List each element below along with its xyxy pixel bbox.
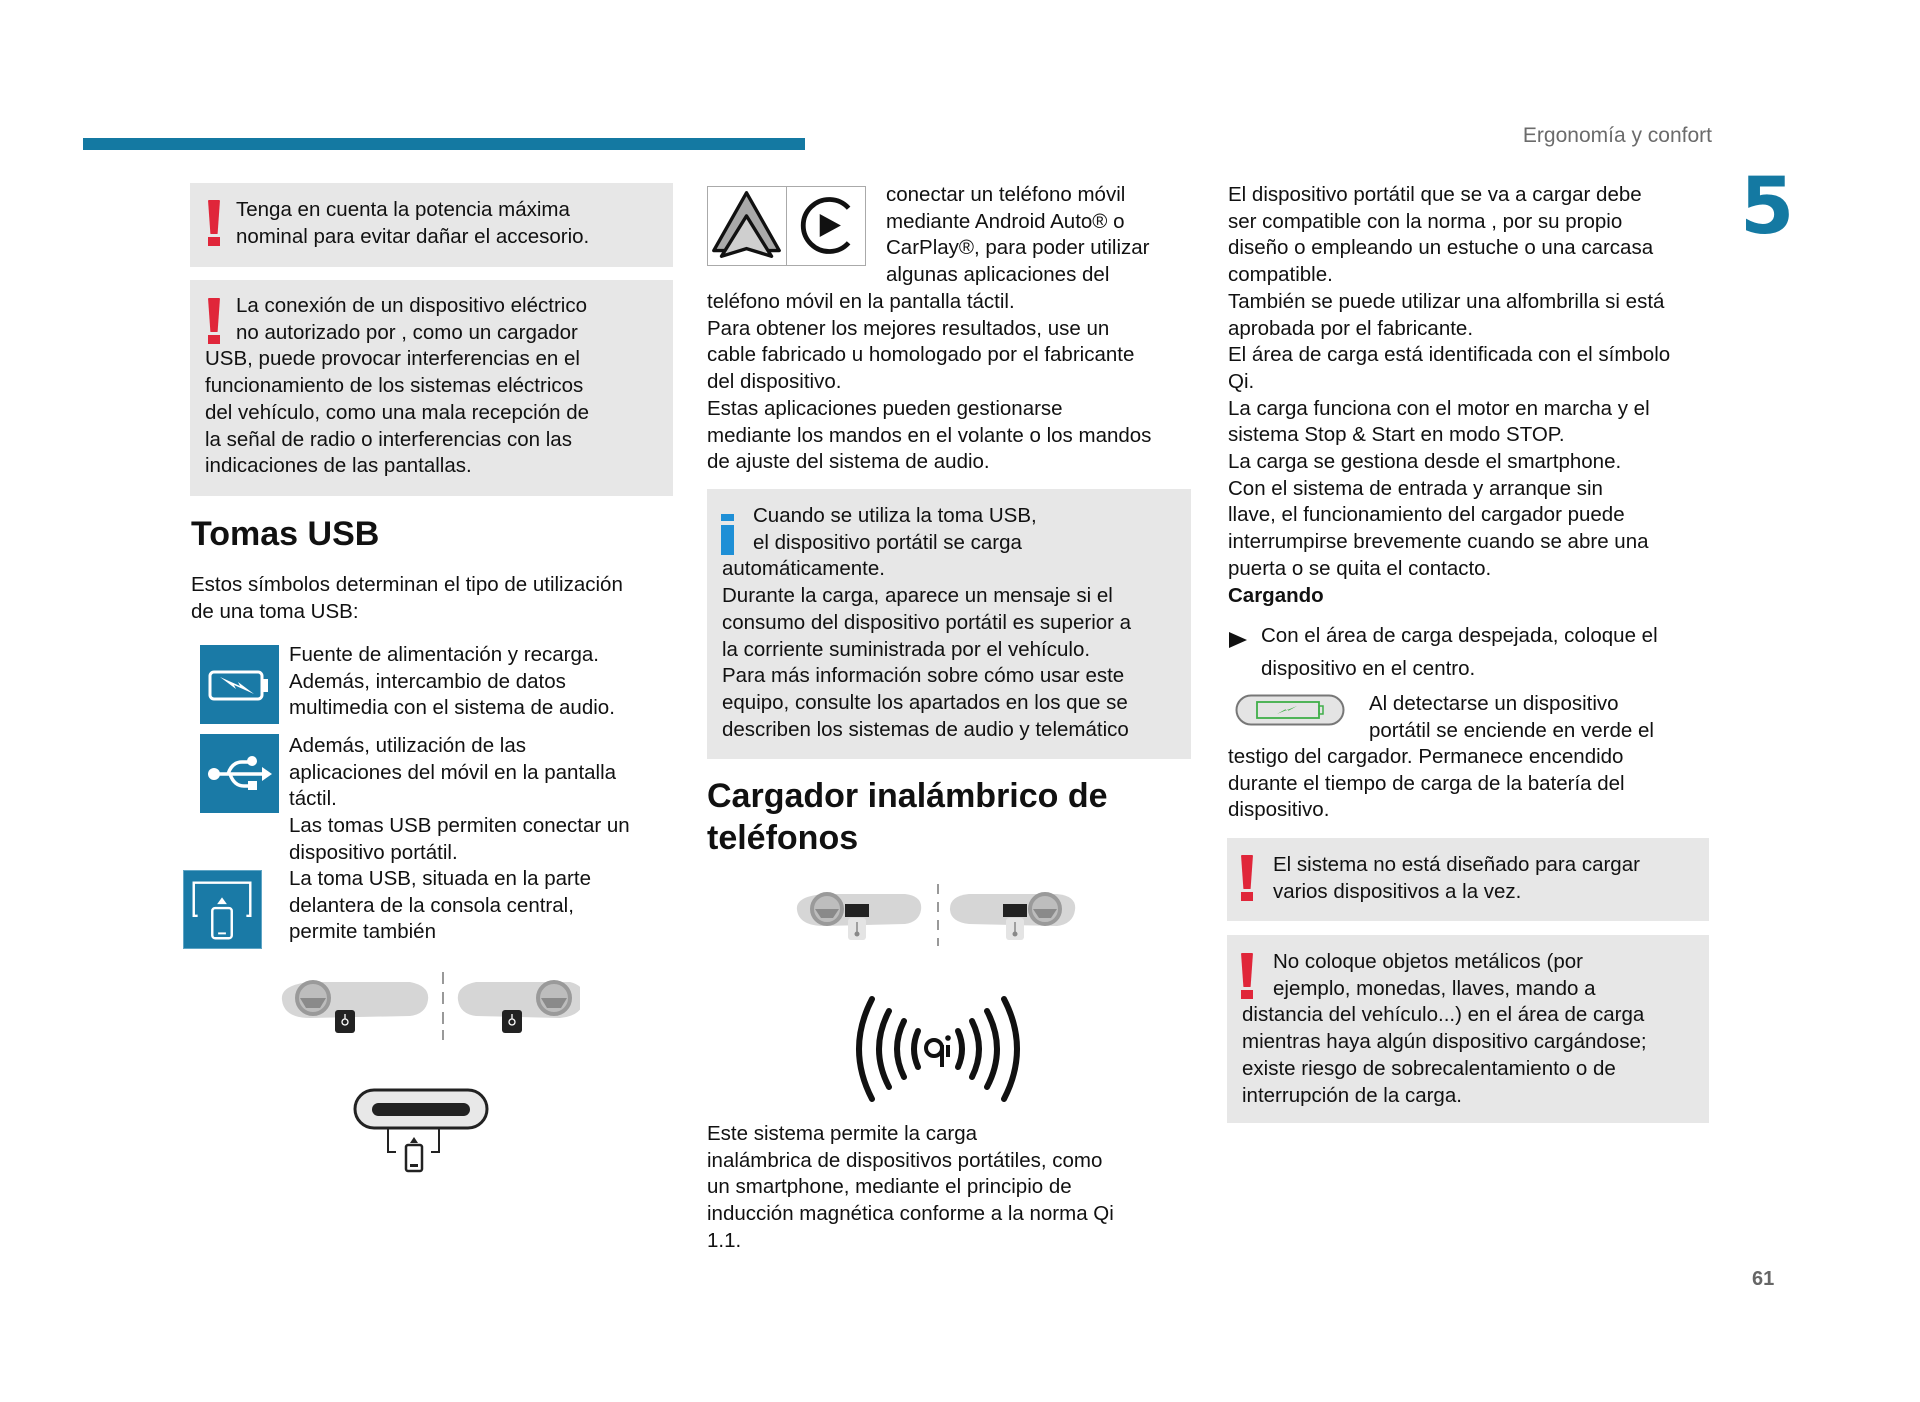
indicator-text: testigo del cargador. Permanece encendido durante el tiempo de carga de la batería del dispositivo. (1228, 745, 1625, 822)
usb-port-illustration (355, 1090, 487, 1128)
carplay-icon (786, 186, 866, 266)
page-number: 61 (1752, 1268, 1775, 1290)
android-auto-carplay-text: conectar un teléfono móvil mediante Android Auto® o CarPlay®, para poder utilizar algunas aplicaciones del (886, 183, 1150, 287)
usb-symbol-desc-2: Además, utilización de las aplicaciones del móvil en la pantalla táctil. Las tomas USB permiten conectar un dispositivo portátil. (289, 734, 630, 864)
battery-charging-icon (200, 645, 279, 724)
subheading-charging: Cargando (1228, 583, 1324, 607)
wireless-charger-location-figure (795, 880, 1095, 975)
usb-location-figure (280, 960, 580, 1205)
chapter-title: Ergonomía y confort (1522, 124, 1712, 147)
wireless-charger-description: Este sistema permite la carga inalámbrica de dispositivos portátiles, como un smartphone, mediante el principio de inducción magnética conforme a la norma Qi 1.1. (707, 1122, 1114, 1252)
usb-icon (200, 734, 279, 813)
warning-text: La conexión de un dispositivo eléctrico no autorizado por , como un cargador USB, puede provocar interferencias en el funcionamiento de los sistemas eléctricos del vehículo, como una mala recepción de la señal de radio o interferencias con las indicaciones de las pantallas. (205, 294, 590, 478)
warning-box-unauthorized-device (190, 280, 673, 496)
play-triangle-bullet-icon (1228, 623, 1261, 656)
section-heading-usb: Tomas USB (191, 515, 380, 553)
warning-box-metal-objects (1227, 935, 1709, 1123)
usb-intro-text: Estos símbolos determinan el tipo de utilización de una toma USB: (191, 573, 623, 623)
left-hand-drive-dashboard-wireless-illustration (797, 894, 921, 940)
charger-indicator-green-battery-icon (1235, 694, 1345, 731)
left-hand-drive-dashboard-illustration (282, 982, 428, 1033)
right-hand-drive-dashboard-illustration (458, 982, 580, 1033)
android-auto-carplay-text-cont: teléfono móvil en la pantalla táctil. Para obtener los mejores resultados, use un cable fabricado u homologado por el fabricante del dispositivo. Estas aplicaciones pueden gestionarse mediante los mandos en el volante o los mandos de ajuste del sistema de audio. (707, 290, 1152, 474)
phone-screen-mirroring-icon (388, 1128, 439, 1171)
usb-symbol-desc-3: La toma USB, situada en la parte delantera de la consola central, permite también (289, 867, 591, 944)
chapter-accent-bar (83, 138, 805, 150)
warning-text: El sistema no está diseñado para cargar varios dispositivos a la vez. (1273, 853, 1640, 903)
charging-step: Con el área de carga despejada, coloque el dispositivo en el centro. (1228, 623, 1718, 682)
qi-wireless-charging-icon (852, 995, 1024, 1108)
phone-screen-mirroring-icon (183, 870, 262, 949)
section-heading-wireless-charger: Cargador inalámbrico de teléfonos (707, 777, 1108, 857)
chapter-number: 5 (1740, 162, 1795, 252)
indicator-text-wrapped: Al detectarse un dispositivo portátil se enciende en verde el (1369, 692, 1654, 742)
android-auto-icon (707, 186, 787, 266)
right-hand-drive-dashboard-wireless-illustration (950, 894, 1075, 940)
warning-text: Tenga en cuenta la potencia máxima nominal para evitar dañar el accesorio. (236, 198, 590, 248)
warning-box-max-power (190, 183, 673, 267)
wireless-compat-text: El dispositivo portátil que se va a cargar debe ser compatible con la norma , por su propio diseño o empleando un estuche o una carcasa compatible. También se puede utilizar una alfombrilla si está aprobada por el fabricante. El área de carga está identificada con el símbolo Qi. La carga funciona con el motor en marcha y el sistema Stop & Start en modo STOP. La carga se gestiona desde el smartphone. Con el sistema de entrada y arranque sin llave, el funcionamiento del cargador puede interrumpirse brevemente cuando se abre una puerta o se quita el contacto. Cargando (1228, 183, 1671, 607)
warning-box-multiple-devices (1227, 838, 1709, 921)
usb-symbol-desc-1: Fuente de alimentación y recarga. Además, intercambio de datos multimedia con el sistema de audio. (289, 643, 615, 720)
info-text: Cuando se utiliza la toma USB, el dispositivo portátil se carga automáticamente. Durante la carga, aparece un mensaje si el consumo del dispositivo portátil es superior a la corriente suministrada por el vehículo. Para más información sobre cómo usar este equipo, consulte los apartados en los que se describen los sistemas de audio y telemático (722, 504, 1132, 741)
warning-text: No coloque objetos metálicos (por ejemplo, monedas, llaves, mando a distancia del vehículo...) en el área de carga mientras haya algún dispositivo cargándose; existe riesgo de sobrecalentamiento o de interrupción de la carga. (1242, 950, 1647, 1107)
info-box-usb-charging (707, 489, 1191, 759)
